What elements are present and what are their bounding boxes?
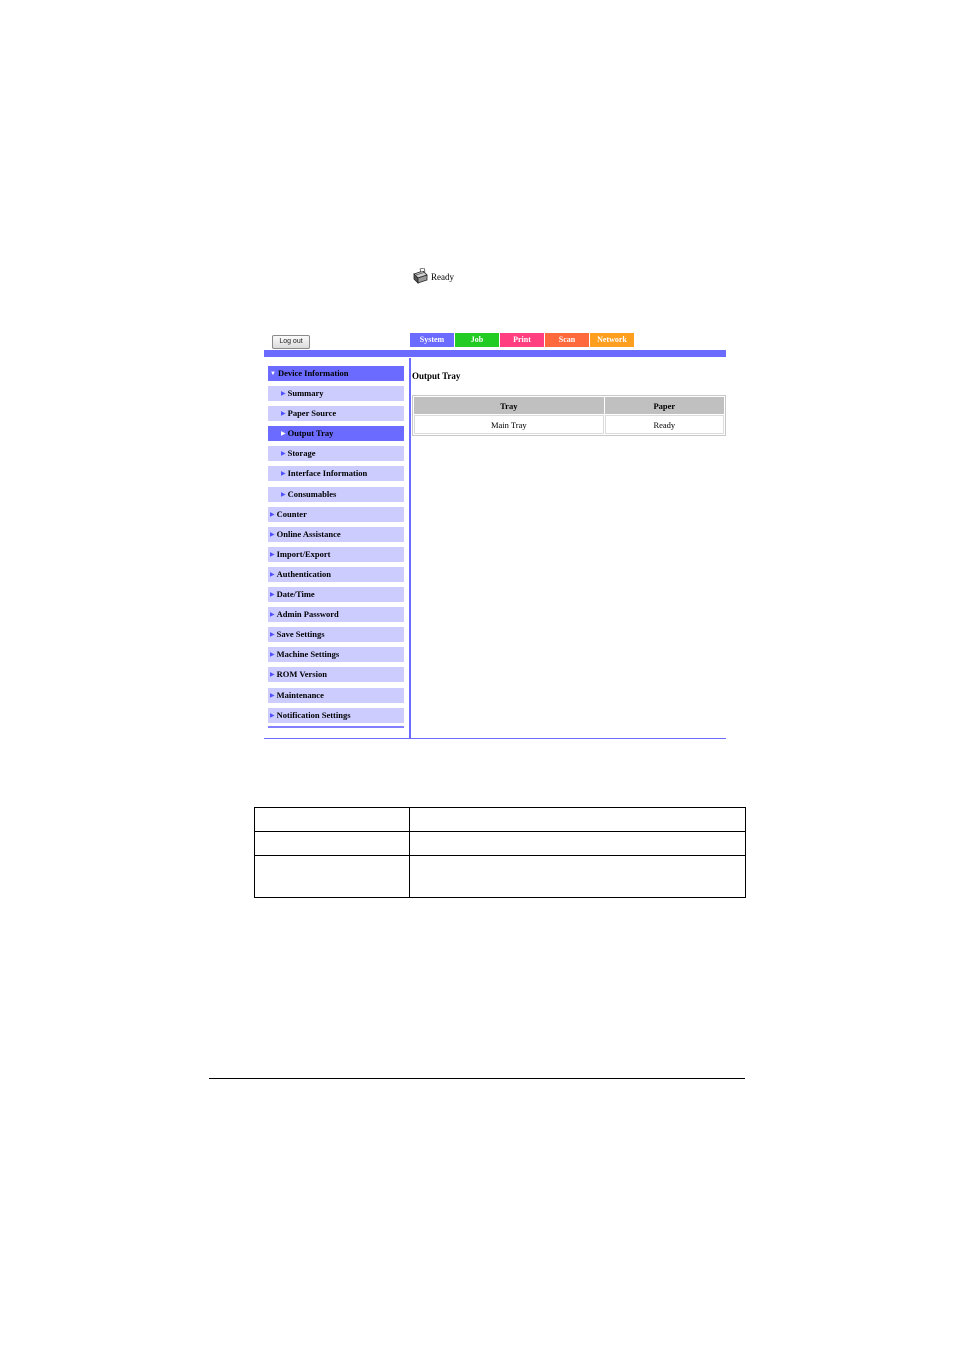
vertical-divider [409, 358, 411, 738]
chevron-right-icon: ▶ [270, 652, 275, 659]
sidebar-item-device-information[interactable] [268, 366, 404, 381]
chevron-right-icon: ▶ [270, 592, 275, 599]
sidebar-item-label: Notification Settings [276, 709, 351, 720]
tab-print[interactable]: Print [500, 333, 544, 347]
sidebar-item-date-time[interactable] [268, 587, 404, 602]
chevron-right-icon: ▶ [281, 471, 286, 478]
sidebar-item-label: Date/Time [276, 589, 315, 600]
column-header-tray: Tray [414, 397, 604, 414]
table-cell [255, 808, 410, 832]
sidebar-item-label: Output Tray [287, 428, 334, 439]
sidebar-item-notification-settings[interactable] [268, 708, 404, 723]
chevron-right-icon: ▶ [281, 451, 286, 458]
chevron-right-icon: ▶ [270, 612, 275, 619]
chevron-down-icon: ▼ [270, 371, 276, 377]
sidebar-item-save-settings[interactable] [268, 627, 404, 642]
tab-system[interactable]: System [410, 333, 454, 347]
chevron-right-icon: ▶ [270, 712, 275, 719]
tab-job[interactable]: Job [455, 333, 499, 347]
footer-divider [209, 1078, 745, 1079]
sidebar-item-label: Admin Password [276, 609, 339, 620]
output-tray-table [412, 395, 726, 436]
sidebar-item-interface-information[interactable] [268, 466, 404, 481]
tab-network[interactable]: Network [590, 333, 634, 347]
sidebar-item-counter[interactable] [268, 507, 404, 522]
sidebar-item-rom-version[interactable] [268, 667, 404, 682]
chevron-right-icon: ▶ [281, 391, 286, 398]
status-indicator [411, 268, 454, 286]
table-header-row [414, 397, 724, 414]
table-cell [255, 856, 410, 898]
chevron-right-icon: ▶ [270, 571, 275, 578]
chevron-right-icon: ▶ [281, 491, 286, 498]
chevron-right-icon: ▶ [270, 632, 275, 639]
chevron-right-icon: ▶ [270, 511, 275, 518]
chevron-right-icon: ▶ [270, 692, 275, 699]
table-cell-paper: Ready [605, 415, 724, 434]
table-row [255, 856, 746, 898]
sidebar [268, 366, 404, 728]
sidebar-item-summary[interactable] [268, 386, 404, 401]
printer-icon [411, 268, 429, 286]
sidebar-item-admin-password[interactable] [268, 607, 404, 622]
logout-button[interactable]: Log out [272, 335, 310, 349]
table-cell [410, 808, 746, 832]
sidebar-item-label: Online Assistance [276, 528, 341, 539]
chevron-right-icon: ▶ [270, 551, 275, 558]
sidebar-item-storage[interactable] [268, 446, 404, 461]
header-bar [264, 350, 726, 357]
sidebar-item-label: Interface Information [287, 468, 368, 479]
sidebar-item-label: Storage [287, 448, 316, 459]
status-text: Ready [431, 272, 454, 282]
table-row [414, 415, 724, 434]
chevron-right-icon: ▶ [281, 431, 286, 438]
table-cell [410, 856, 746, 898]
chevron-right-icon: ▶ [281, 411, 286, 418]
sidebar-item-label: Summary [287, 388, 324, 399]
main-tabs [410, 333, 635, 347]
sidebar-item-paper-source[interactable] [268, 406, 404, 421]
sidebar-item-maintenance[interactable] [268, 688, 404, 703]
tab-scan[interactable]: Scan [545, 333, 589, 347]
table-cell-tray: Main Tray [414, 415, 604, 434]
sidebar-item-machine-settings[interactable] [268, 647, 404, 662]
sidebar-item-label: Authentication [276, 568, 331, 579]
column-header-paper: Paper [605, 397, 724, 414]
sidebar-item-label: Counter [276, 508, 307, 519]
sidebar-item-consumables[interactable] [268, 487, 404, 502]
sidebar-item-online-assistance[interactable] [268, 527, 404, 542]
chevron-right-icon: ▶ [270, 531, 275, 538]
sidebar-item-import-export[interactable] [268, 547, 404, 562]
sidebar-item-label: Device Information [277, 368, 349, 378]
sidebar-item-label: Machine Settings [276, 649, 340, 660]
sidebar-divider [268, 726, 404, 728]
sidebar-item-authentication[interactable] [268, 567, 404, 582]
sidebar-item-output-tray[interactable] [268, 426, 404, 441]
sidebar-item-label: Paper Source [287, 408, 337, 419]
document-table [254, 807, 746, 898]
table-row [255, 808, 746, 832]
table-cell [410, 832, 746, 856]
table-cell [255, 832, 410, 856]
sidebar-item-label: ROM Version [276, 669, 327, 680]
sidebar-item-label: Save Settings [276, 629, 325, 640]
content-bottom-divider [264, 738, 726, 739]
page-title: Output Tray [412, 371, 461, 381]
sidebar-item-label: Maintenance [276, 689, 324, 700]
table-row [255, 832, 746, 856]
chevron-right-icon: ▶ [270, 672, 275, 679]
sidebar-item-label: Import/Export [276, 548, 331, 559]
sidebar-item-label: Consumables [287, 488, 337, 499]
